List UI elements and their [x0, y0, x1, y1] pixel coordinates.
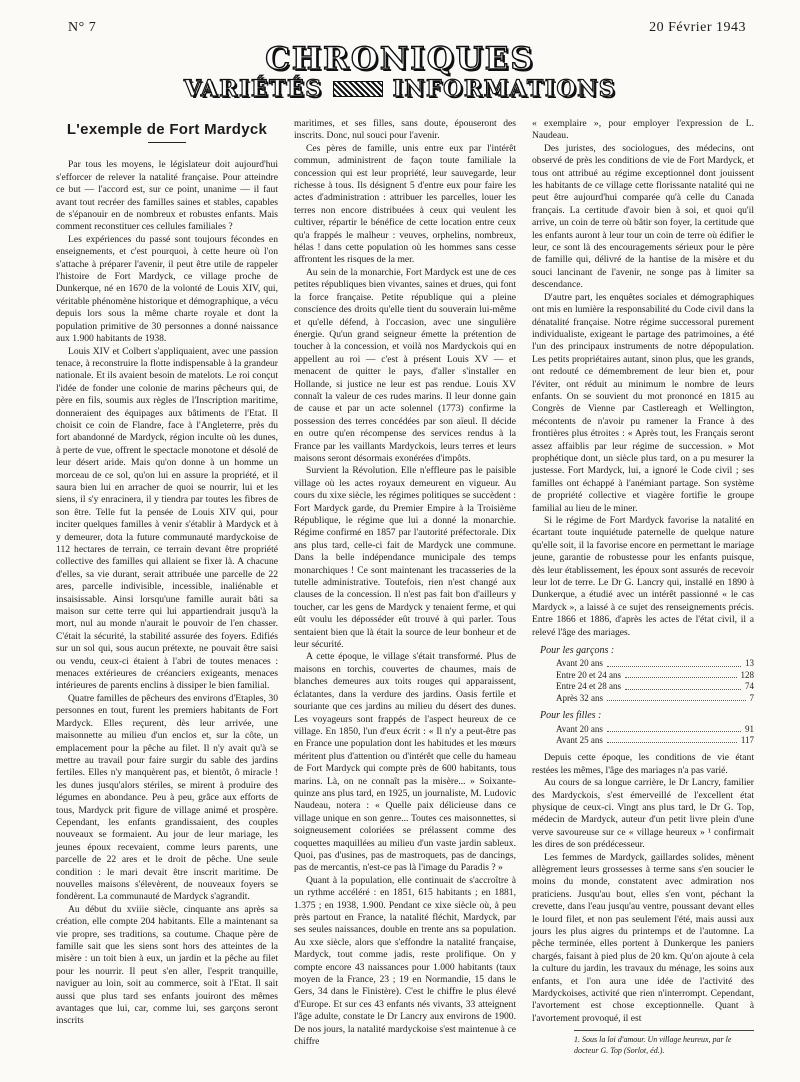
stats-row	[532, 735, 754, 746]
paragraph: Quatre familles de pêcheurs des environs d'Etaples, 30 personnes en tout, furent les premiers habitants de Fort Mardyck. Elles reçurent, dès leur arrivée, une maisonnette au milieu d'un enclos et, sur la côte, un emplacement pour la pêche au filet. Il n'y avait qu'à se mettre au travail pour faire surgir du sable des jardins fertiles. Elles n'y manquèrent pas, et bientôt, ô miracle ! les dunes jusqu'alors stériles, se mirent à produire des légumes en abondance. Peu à peu, grâce aux efforts de tous, Mardyck prit figure de village animé et prospère. Cependant, les enfants grandissaient, des couples nouveaux se formaient. Au jour de leur mariage, les jeunes époux recevaient, comme leurs parents, une parcelle de 22 ares et le droit de pêche. Une seule condition : le mari devait être inscrit maritime. De nouvelles maisons s'élevèrent, de nouveaux foyers se fondèrent. La communauté de Mardyck s'agrandit.	[56, 692, 278, 903]
leader-dots	[625, 681, 741, 689]
stats-label: Avant 20 ans	[556, 723, 603, 734]
leader-dots	[607, 724, 741, 732]
stats-row	[532, 724, 754, 735]
ornament-icon	[333, 81, 383, 97]
issue-number: N° 7	[68, 20, 97, 35]
paragraph: Louis XIV et Colbert s'appliquaient, avec une passion tenace, à reconstruire la flotte indispensable à la grandeur nationale. Et ils avaient besoin de matelots. Le roi conçut l'idée de fonder une colonie de marins pêcheurs qui, de père en fils, soumis aux règles de l'Inscription maritime, donneraient des équipages aux bâtiments de l'Etat. Il choisit ce coin de Flandre, face à l'Angleterre, près du fort abandonné de Mardyck, région inculte où les dunes, à perte de vue, offrent le spectacle monotone et désolé de leur désert aride. Mais qu'on donne à un homme un morceau de ce sol, qu'on lui en assure la propriété, et il saura bien lui en arracher de quoi se nourrir, lui et les siens, il s'y enracinera, il y tiendra par toutes les fibres de son être. Telle fut la pensée de Louis XIV qui, pour inciter quelques familles à venir s'établir à Mardyck et à y demeurer, dota la future communauté mardyckoise de 112 hectares de terrain, ce terrain devant être propriété collective des familles qui allaient se fixer là. A chacune d'elles, sa vie durant, serait attribuée une parcelle de 22 ares, parcelle indivisible, incessible, inaliénable et insaisissable. Ainsi lorsqu'une famille aurait bâti sa maison sur cette terre qui lui appartiendrait jusqu'à la mort, nul au monde n'aurait le pouvoir de l'en chasser. C'était la sécurité, la stabilité assurée des foyers. Edifiés sur un sol qui, sous aucun prétexte, ne pouvait être saisi ou vendu, ceux-ci étaient à l'abri de toutes menaces : menaces extérieures de créanciers exigeants, menaces intérieures de parents enclins à dissiper le bien familial.	[56, 345, 278, 692]
paragraph: Depuis cette époque, les conditions de vie étant restées les mêmes, l'âge des mariages n'a pas varié.	[532, 752, 754, 776]
stats-row	[532, 658, 754, 669]
stats-value: 13	[745, 658, 754, 669]
paragraph: Par tous les moyens, le législateur doit aujourd'hui s'efforcer de relever la natalité française. Pour atteindre ce but — l'accord est, sur ce point, unanime — il faut avant tout recréer des familles saines et stables, capables de s'épanouir en de nombreux et robustes enfants. Mais comment reconstituer ces cellules familiales ?	[56, 159, 278, 233]
stats-label: Avant 20 ans	[556, 658, 603, 669]
issue-date: 20 Février 1943	[649, 20, 746, 35]
paragraph: Au début du xviiie siècle, cinquante ans après sa création, elle compte 204 habitants. Elle a maintenant sa vie propre, ses traditions, sa coutume. Chaque père de famille sait que les siens sont hors des atteintes de la misère : un toit bien à eux, un jardin et la pêche au filet pour les nourrir. Il peut s'en aller, l'esprit tranquille, naviguer au loin, soit au commerce, soit à l'Etat. Il sait aussi que plus tard ses enfants jouiront des mêmes avantages que lui, car, comme lui, ses garçons seront inscrits	[56, 903, 278, 1027]
stats-row	[532, 693, 754, 704]
stats-row	[532, 670, 754, 681]
leader-dots	[607, 735, 737, 743]
column-1	[56, 118, 278, 1048]
stats-value: 74	[745, 681, 754, 692]
paragraph: Au sein de la monarchie, Fort Mardyck est une de ces petites républiques bien vivantes, saines et drues, qui font la force française. Petite république qui a pleine conscience des droits qu'elle tient du souverain lui-même et qu'elle défend, à l'occasion, avec une singulière énergie. Qu'un grand seigneur émette la prétention de toucher à la concession, et voilà nos Mardyckois qui en appellent au roi — c'est à présent Louis XV — et menacent de quitter le pays, d'aller s'installer en Hollande, si justice ne leur est pas rendue. Louis XV connaît la valeur de ces rudes marins. Il leur donne gain de cause et par un acte solennel (1773) confirme la possession des terres concédées par son aïeul. Il décide en outre qu'en récompense des services rendus à la France par les vaillants Mardyckois, leurs terres et leurs maisons seront désormais exonérées d'impôts.	[294, 266, 516, 464]
stats-label: Entre 24 et 28 ans	[556, 681, 621, 692]
masthead-right: INFORMATIONS	[392, 76, 617, 102]
stats-boys-heading: Pour les garçons :	[540, 645, 615, 657]
column-2	[294, 118, 516, 1048]
paragraph: Les femmes de Mardyck, gaillardes solides, mènent allègrement leurs grossesses à terme sans s'en soucier le moins du monde, constatent avec admiration nos praticiens. Jusqu'au bout, elles s'en vont, péchant la crevette, dans l'eau jusqu'au ventre, poussant devant elles le lourd filet, et non pas seulement l'été, mais aussi aux jours les plus aigres du printemps et de l'automne. La pêche terminée, elles portent à Dunkerque les paniers chargés, faisant à pied plus de 20 km. Qu'on ajoute à cela la culture du jardin, les travaux du ménage, les soins aux enfants, et l'on aura une idée de l'activité des Mardyckoises, activité que rien n'interrompt. Cependant, l'avortement est chose exceptionnelle. Quant à l'avortement provoqué, il est	[532, 851, 754, 1024]
column-3	[532, 118, 754, 1048]
stats-row	[532, 681, 754, 692]
leader-dots	[625, 670, 737, 678]
title-divider	[148, 142, 186, 143]
stats-value: 117	[740, 734, 754, 745]
stats-value: 128	[740, 669, 754, 680]
paragraph: Quant à la population, elle continuait de s'accroître à un rythme accéléré : en 1851, 615 habitants ; en 1881, 1.375 ; en 1938, 1.900. Pendant ce xixe siècle où, à peu près partout en France, la natalité fléchit, Mardyck, par ses seules naissances, double en trente ans sa population. Au xxe siècle, alors que s'effondre la natalité française, Mardyck, tout comme jadis, reste prolifique. On y compte encore 43 naissances pour 1.000 habitants (taux moyen de la France, 23 ; 19 en Normandie, 15 dans le Gers, 34 dans le Finistère). C'est le chiffre le plus élevé d'Europe. Et sur ces 43 enfants nés vivants, 33 atteignent l'âge adulte, constate le Dr Lancry aux environs de 1900. De nos jours, la natalité mardyckoise s'est maintenue à ce chiffre	[294, 874, 516, 1048]
article-title: L'exemple de Fort Mardyck	[66, 121, 268, 138]
stats-value: 91	[745, 723, 754, 734]
paragraph: Ces pères de famille, unis entre eux par l'intérêt commun, administrent de façon toute familiale la concession qui est leur propriété, leur sauvegarde, leur richesse à tous. Ils désignent 5 d'entre eux pour faire les actes d'administration : attribuer les parcelles, louer les terres non encore distribuées à ceux qui veulent les cultiver, répartir le bénéfice de cette location entre ceux qu'a frappés le malheur : veuves, orphelins, nombreux, hélas ! dans cette population où les hommes sans cesse affrontent les risques de la mer.	[294, 142, 516, 266]
paragraph: « exemplaire », pour employer l'expression de L. Naudeau.	[532, 118, 754, 142]
leader-dots	[607, 693, 746, 701]
masthead-subtitle	[0, 76, 800, 102]
paragraph: maritimes, et ses filles, sans doute, épouseront des inscrits. Donc, nul souci pour l'avenir.	[294, 118, 516, 142]
paragraph: A cette époque, le village s'était transformé. Plus de maisons en torchis, couvertes de chaumes, mais de blanches demeures aux toits rouges qui apparaissent, éclatantes, dans la verdure des jardins. Oasis fertile et souriante que ces jardins au milieu du désert des dunes. Les voyageurs sont frappés de l'aspect heureux de ce village. En 1850, l'un d'eux écrit : « Il n'y a peut-être pas en France une population dont les habitudes et les mœurs méritent plus d'attention ou d'intérêt que celle du hameau de Fort Mardyck qui compte près de 600 habitants, tous marins. Là, on ne connaît pas la misère... » Soixante-quinze ans plus tard, en 1925, un journaliste, M. Ludovic Naudeau, notera : « Quelle paix délicieuse dans ce village unique en son genre... Toutes ces maisonnettes, si soigneusement coloriées se prélassent comme des coquettes maquillées au milieu d'un vaste jardin sableux. Quoi, pas d'usines, pas de mastroquets, pas de dancings, pas de mercantis, n'est-ce pas là l'image du Paradis ? »	[294, 651, 516, 874]
paragraph: D'autre part, les enquêtes sociales et démographiques ont mis en lumière la responsabilité du Code civil dans la dénatalité française. Notre régime successoral purement individualiste, exigeant le partage des patrimoines, a été l'un des principaux instruments de notre dépopulation. Les petits propriétaires autant, sinon plus, que les grands, ont redouté ce démembrement de leur bien et, pour l'éviter, ont réduit au minimum le nombre de leurs enfants. On se souvient du mot prononcé en 1815 au Congrès de Vienne par Castlereagh et Wellington, mécontents de n'avoir pu ramener la France à des frontières plus étroites : « Après tout, les Français seront assez affaiblis par leur régime de succession. » Mot prophétique dont, un siècle plus tard, on a pu mesurer la justesse. Fort Mardyck, lui, a ignoré le Code civil ; ses familles ont échappé à l'anémiant partage. Son système de propriété collective et viagère fortifie le groupe familial au lieu de le miner.	[532, 291, 754, 514]
masthead-title: CHRONIQUES	[265, 41, 535, 77]
stats-label: Entre 20 et 24 ans	[556, 669, 621, 680]
masthead-left: VARIÉTÉS	[183, 76, 323, 102]
paragraph: Au cours de sa longue carrière, le Dr Lancry, familier des Mardyckois, s'est émerveillé de l'excellent état physique de ceux-ci. Vingt ans plus tard, le Dr G. Top, médecin de Mardyck, auteur d'un petit livre plein d'une verve savoureuse sur ce « village heureux » ¹ confirmait les dires de son prédécesseur.	[532, 777, 754, 851]
stats-girls-heading: Pour les filles :	[540, 710, 602, 722]
page-header	[68, 20, 746, 36]
marriage-stats	[532, 645, 754, 746]
paragraph: Si le régime de Fort Mardyck favorise la natalité en écartant toute inquiétude paternelle de quelque nature qu'elle soit, il la favorise encore en permettant le mariage jeune, garantie de robustesse pour les enfants puisque, dès leur établissement, les époux sont assurés de recevoir leur lot de terre. Le Dr G. Lancry qui, installé en 1890 à Dunkerque, a étudié avec un intérêt passionné « le cas Mardyck », a laissé à ce sujet des renseignements précis. Entre 1866 et 1886, d'après les actes de l'état civil, il a relevé l'âge des mariages.	[532, 515, 754, 638]
paragraph: Survient la Révolution. Elle n'effleure pas le paisible village où les actes royaux demeurent en vigueur. Au cours du xixe siècle, les régimes politiques se succèdent : Fort Mardyck garde, du Premier Empire à la Troisième République, le régime que lui a donné la monarchie. Régime confirmé en 1857 par l'autorité préfectorale. Dix ans plus tard, celle-ci fait de Mardyck une commune. Dans la belle indépendance municipale des temps monarchiques ! Ce sont maintenant les tracasseries de la tutelle administrative. Toutefois, rien n'est changé aux clauses de la concession. Il n'est pas fait bon d'ailleurs y toucher, car les gens de Mardyck y tenaient ferme, et qui eût voulu les déposséder eût trouvé à qui parler. Tous sentaient bien que là était la source de leur bonheur et de leur sécurité.	[294, 465, 516, 651]
stats-value: 7	[749, 692, 754, 703]
stats-label: Après 32 ans	[556, 692, 603, 703]
paragraph: Des juristes, des sociologues, des médecins, ont observé de près les conditions de vie de Fort Mardyck, et tous ont attribué au régime exceptionnel dont jouissent les habitants de ce village cette florissante natalité qui ne peut être aujourd'hui comparée qu'à celle du Canada français. La certitude d'avoir bien à soi, et quoi qu'il arrive, un coin de terre où bâtir son foyer, la certitude que les enfants auront à leur tour un coin de terre où édifier le leur, ce sont là des encouragements sérieux pour le père de famille qui, délivré de la hantise de la misère et du souci lancinant de l'avenir, ne songe pas à limiter sa descendance.	[532, 142, 754, 291]
leader-dots	[607, 658, 741, 666]
footnote: 1. Sous la loi d'amour. Un village heureux, par le docteur G. Top (Sorlot, éd.).	[574, 1030, 754, 1056]
stats-label: Avant 25 ans	[556, 734, 603, 745]
masthead	[0, 42, 800, 102]
paragraph: Les expériences du passé sont toujours fécondes en enseignements, et c'est pourquoi, à cette heure où l'on s'attache à préparer l'avenir, il peut être utile de rappeler l'histoire de Fort Mardyck, ce village proche de Dunkerque, né en 1670 de la volonté de Louis XIV, qui, véritable phénomène historique et démographique, a vécu depuis lors sous la même charte royale et dont la population primitive de 30 personnes a donné naissance aux 1.900 habitants de 1938.	[56, 233, 278, 345]
